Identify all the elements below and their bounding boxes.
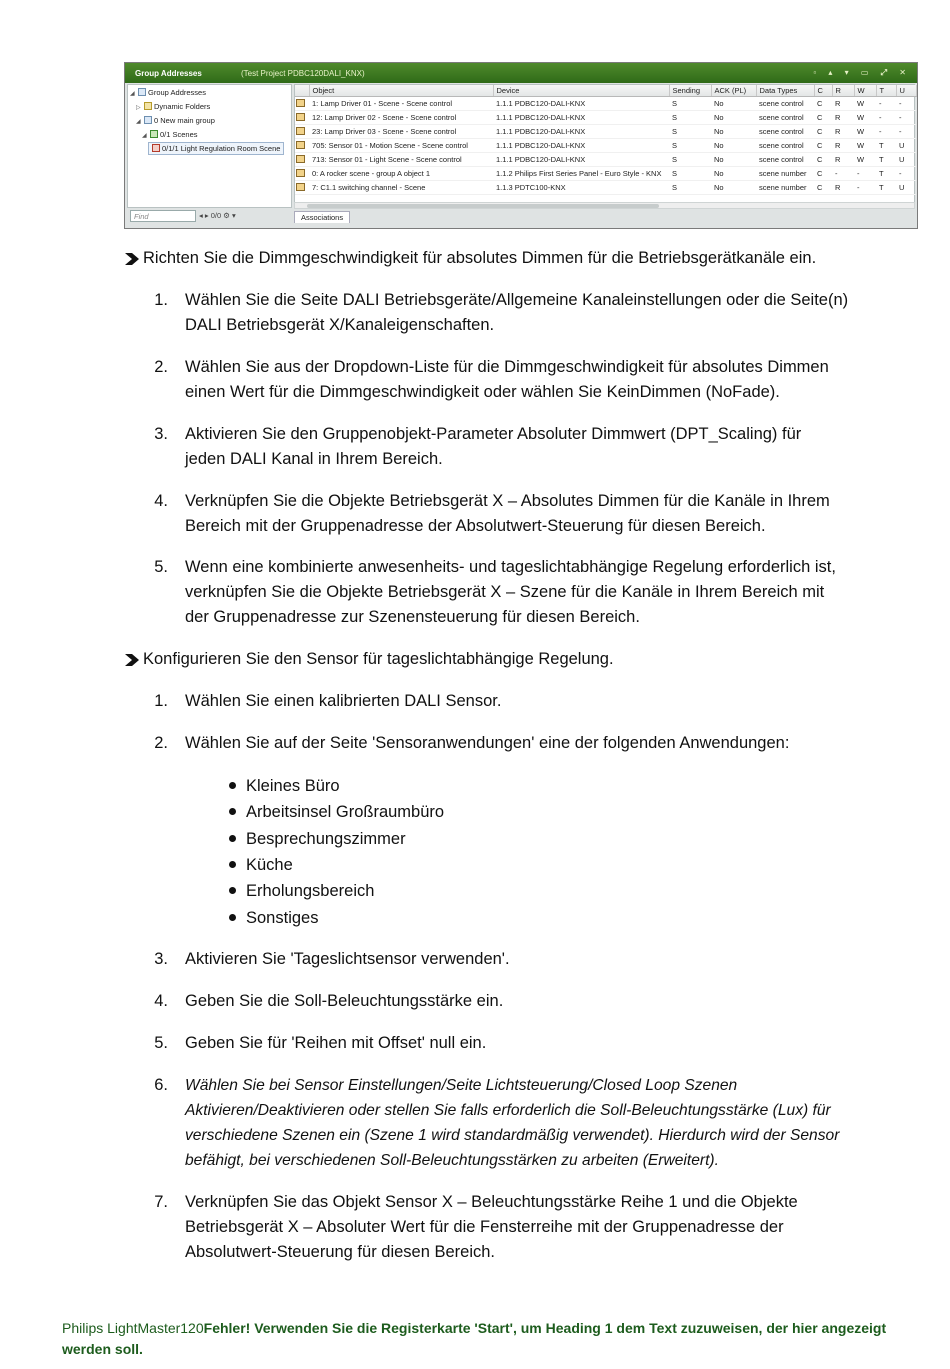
table-row[interactable] xyxy=(295,138,916,152)
column-header[interactable]: Sending xyxy=(669,85,711,96)
table-cell: 1.1.1 PDBC120-DALI-KNX xyxy=(493,110,669,124)
table-cell: S xyxy=(669,124,711,138)
table-cell: C xyxy=(814,124,832,138)
tree-node[interactable]: ◢ Group Addresses xyxy=(130,88,206,97)
table-cell: 713: Sensor 01 - Light Scene - Scene control xyxy=(309,152,493,166)
table-cell: scene number xyxy=(756,180,814,194)
bullet-dot-icon xyxy=(229,861,236,868)
step-number: 4. xyxy=(154,492,168,510)
table-cell: S xyxy=(669,96,711,110)
table-cell: 1: Lamp Driver 01 - Scene - Scene control xyxy=(309,96,493,110)
step-number: 2. xyxy=(154,734,168,752)
object-icon xyxy=(295,180,309,194)
step-text: Aktivieren Sie 'Tageslichtsensor verwenden'. xyxy=(185,950,510,968)
step-number: 2. xyxy=(154,358,168,376)
window-buttons-icon: ▫ ▴ ▾ ▭ ⤢ ✕ xyxy=(813,68,911,77)
column-header[interactable] xyxy=(295,85,309,96)
step-number: 1. xyxy=(154,291,168,309)
object-icon xyxy=(295,138,309,152)
footer-error: Fehler! Verwenden Sie die Registerkarte 'Start', um Heading 1 dem Text zuzuweisen, der hier angezeigt werden soll. xyxy=(62,1320,887,1357)
bullet-dot-icon xyxy=(229,782,236,789)
step-number: 4. xyxy=(154,992,168,1010)
table-cell: 0: A rocker scene - group A object 1 xyxy=(309,166,493,180)
panel-title: Group Addresses xyxy=(135,69,202,78)
tab-associations[interactable]: Associations xyxy=(294,211,350,223)
step-number: 3. xyxy=(154,425,168,443)
table-cell: 1.1.1 PDBC120-DALI-KNX xyxy=(493,124,669,138)
tree-node[interactable]: ◢ 0 New main group xyxy=(136,116,215,125)
table-cell: R xyxy=(832,124,854,138)
step-number: 3. xyxy=(154,950,168,968)
table-cell: No xyxy=(711,166,756,180)
table-cell: 705: Sensor 01 - Motion Scene - Scene control xyxy=(309,138,493,152)
search-input[interactable]: Find xyxy=(130,210,196,222)
step-number: 1. xyxy=(154,692,168,710)
step-text: Verknüpfen Sie das Objekt Sensor X – Beleuchtungsstärke Reihe 1 und die Objekte Betriebsgerät X – Absoluter Wert für die Fensterreihe mit der Gruppenadresse der Absolutwert-Steuerung für diesen Bereich. xyxy=(185,1193,798,1261)
table-cell: S xyxy=(669,138,711,152)
group-address-tree xyxy=(127,84,292,208)
bullet-dot-icon xyxy=(229,808,236,815)
step-text: Wählen Sie auf der Seite 'Sensoranwendungen' eine der folgenden Anwendungen: xyxy=(185,734,790,752)
table-cell: W xyxy=(854,110,876,124)
group-address-icon xyxy=(152,144,160,152)
group-addresses-icon xyxy=(138,88,146,96)
step-text: Wählen Sie die Seite DALI Betriebsgeräte/Allgemeine Kanaleinstellungen oder die Seite(n) DALI Betriebsgerät X/Kanaleigenschaften. xyxy=(185,291,849,334)
table-cell: 23: Lamp Driver 03 - Scene - Scene control xyxy=(309,124,493,138)
table-cell: - xyxy=(876,96,896,110)
grid-header-row xyxy=(295,85,916,96)
arrow-bullet-icon xyxy=(124,252,140,266)
table-cell: C xyxy=(814,110,832,124)
table-cell: - xyxy=(854,166,876,180)
table-cell: scene control xyxy=(756,124,814,138)
object-icon xyxy=(295,96,309,110)
table-cell: scene number xyxy=(756,166,814,180)
table-cell: T xyxy=(876,180,896,194)
tree-node[interactable]: ▷ Dynamic Folders xyxy=(136,102,211,111)
table-cell: - xyxy=(896,110,916,124)
associations-grid xyxy=(294,84,915,208)
table-cell: scene control xyxy=(756,152,814,166)
table-cell: - xyxy=(896,166,916,180)
table-cell: - xyxy=(896,96,916,110)
table-cell: - xyxy=(832,166,854,180)
table-cell: R xyxy=(832,96,854,110)
object-icon xyxy=(295,152,309,166)
step-number: 6. xyxy=(154,1076,168,1094)
table-cell: 7: C1.1 switching channel - Scene xyxy=(309,180,493,194)
table-cell: scene control xyxy=(756,138,814,152)
column-header[interactable]: C xyxy=(814,85,832,96)
table-row[interactable] xyxy=(295,166,916,180)
table-cell: T xyxy=(876,166,896,180)
step-text: Verknüpfen Sie die Objekte Betriebsgerät X – Absolutes Dimmen für die Kanäle in Ihrem Bereich mit der Gruppenadresse der Absolutwert-Steuerung für diesen Bereich. xyxy=(185,492,830,535)
folder-icon xyxy=(144,102,152,110)
table-cell: U xyxy=(896,138,916,152)
list-item: Küche xyxy=(246,856,293,874)
table-cell: U xyxy=(896,180,916,194)
object-icon xyxy=(295,124,309,138)
step-text-italic: Wählen Sie bei Sensor Einstellungen/Seite Lichtsteuerung/Closed Loop Szenen Aktivieren/Deaktivieren oder stellen Sie falls erforderlich die Soll-Beleuchtungsstärke (Lux) für verschiedene Szenen ein (Szene 1 wird standardmäßig verwendet). Hierdurch wird der Sensor befähigt, bei verschiedenen Soll-Beleuchtungsstärken zu arbeiten (Erweitert). xyxy=(185,1077,840,1169)
arrow-bullet-icon xyxy=(124,653,140,667)
column-header[interactable]: Data Types xyxy=(756,85,814,96)
page-footer xyxy=(62,1318,892,1360)
table-cell: C xyxy=(814,138,832,152)
tree-node-selected[interactable]: 0/1/1 Light Regulation Room Scene xyxy=(148,142,284,155)
table-cell: - xyxy=(876,124,896,138)
search-count: ◂ ▸ 0/0 ⚙ ▾ xyxy=(199,211,236,220)
table-cell: No xyxy=(711,124,756,138)
scrollbar-thumb[interactable] xyxy=(307,204,659,208)
table-row[interactable] xyxy=(295,180,916,194)
table-cell: 1.1.1 PDBC120-DALI-KNX xyxy=(493,138,669,152)
main-group-icon xyxy=(144,116,152,124)
table-cell: C xyxy=(814,166,832,180)
table-cell: 1.1.3 PDTC100-KNX xyxy=(493,180,669,194)
step-number: 5. xyxy=(154,558,168,576)
step-text: Wählen Sie einen kalibrierten DALI Sensor. xyxy=(185,692,502,710)
table-cell: 12: Lamp Driver 02 - Scene - Scene control xyxy=(309,110,493,124)
table-cell: 1.1.2 Philips First Series Panel - Euro Style - KNX xyxy=(493,166,669,180)
footer-product: Philips LightMaster120 xyxy=(62,1320,204,1336)
table-cell: No xyxy=(711,180,756,194)
search-bar xyxy=(127,210,292,224)
step-text: Geben Sie die Soll-Beleuchtungsstärke ein. xyxy=(185,992,504,1010)
table-cell: C xyxy=(814,180,832,194)
table-cell: R xyxy=(832,138,854,152)
table-cell: S xyxy=(669,166,711,180)
table-cell: No xyxy=(711,110,756,124)
table-cell: - xyxy=(896,124,916,138)
table-cell: W xyxy=(854,96,876,110)
table-cell: W xyxy=(854,138,876,152)
list-item: Sonstiges xyxy=(246,909,319,927)
table-cell: - xyxy=(854,180,876,194)
table-cell: C xyxy=(814,96,832,110)
section-heading: Richten Sie die Dimmgeschwindigkeit für absolutes Dimmen für die Betriebsgerätkanäle ein. xyxy=(143,249,817,267)
table-cell: No xyxy=(711,152,756,166)
step-number: 5. xyxy=(154,1034,168,1052)
list-item: Kleines Büro xyxy=(246,777,340,795)
table-cell: S xyxy=(669,152,711,166)
table-cell: scene control xyxy=(756,96,814,110)
table-cell: - xyxy=(876,110,896,124)
table-cell: C xyxy=(814,152,832,166)
table-row[interactable] xyxy=(295,96,916,110)
step-text: Wählen Sie aus der Dropdown-Liste für die Dimmgeschwindigkeit für absolutes Dimmen einen Wert für die Dimmgeschwindigkeit oder wählen Sie KeinDimmen (NoFade). xyxy=(185,358,829,401)
bullet-dot-icon xyxy=(229,835,236,842)
table-cell: R xyxy=(832,180,854,194)
column-header[interactable]: U xyxy=(896,85,916,96)
table-cell: R xyxy=(832,152,854,166)
bottom-tabs xyxy=(294,211,350,225)
horizontal-scrollbar[interactable] xyxy=(294,202,915,209)
object-icon xyxy=(295,110,309,124)
table-cell: T xyxy=(876,152,896,166)
ets-titlebar xyxy=(125,63,917,83)
column-header[interactable]: Object xyxy=(309,85,493,96)
object-icon xyxy=(295,166,309,180)
project-title: (Test Project PDBC120DALI_KNX) xyxy=(241,69,365,78)
table-cell: No xyxy=(711,138,756,152)
column-header[interactable]: Device xyxy=(493,85,669,96)
column-header[interactable]: T xyxy=(876,85,896,96)
section-heading: Konfigurieren Sie den Sensor für tageslichtabhängige Regelung. xyxy=(143,650,614,668)
table-cell: W xyxy=(854,124,876,138)
table-cell: T xyxy=(876,138,896,152)
column-header[interactable]: R xyxy=(832,85,854,96)
table-cell: scene control xyxy=(756,110,814,124)
list-item: Arbeitsinsel Großraumbüro xyxy=(246,803,445,821)
table-cell: No xyxy=(711,96,756,110)
table-cell: R xyxy=(832,110,854,124)
bullet-dot-icon xyxy=(229,914,236,921)
column-header[interactable]: W xyxy=(854,85,876,96)
table-cell: S xyxy=(669,110,711,124)
list-item: Besprechungszimmer xyxy=(246,830,406,848)
column-header[interactable]: ACK (PL) xyxy=(711,85,756,96)
table-row[interactable] xyxy=(295,152,916,166)
table-row[interactable] xyxy=(295,124,916,138)
step-number: 7. xyxy=(154,1193,168,1211)
bullet-dot-icon xyxy=(229,887,236,894)
tree-node[interactable]: ◢ 0/1 Scenes xyxy=(142,130,198,139)
middle-group-icon xyxy=(150,130,158,138)
list-item: Erholungsbereich xyxy=(246,882,375,900)
table-cell: W xyxy=(854,152,876,166)
ets-screenshot xyxy=(124,62,918,229)
table-cell: 1.1.1 PDBC120-DALI-KNX xyxy=(493,152,669,166)
step-text: Geben Sie für 'Reihen mit Offset' null ein. xyxy=(185,1034,487,1052)
table-cell: U xyxy=(896,152,916,166)
step-text: Aktivieren Sie den Gruppenobjekt-Parameter Absoluter Dimmwert (DPT_Scaling) für jeden DALI Kanal in Ihrem Bereich. xyxy=(185,425,802,468)
table-cell: S xyxy=(669,180,711,194)
table-row[interactable] xyxy=(295,110,916,124)
table-cell: 1.1.1 PDBC120-DALI-KNX xyxy=(493,96,669,110)
step-text: Wenn eine kombinierte anwesenheits- und tageslichtabhängige Regelung erforderlich ist, verknüpfen Sie die Objekte Betriebsgerät X – Szene für die Kanäle in Ihrem Bereich mit der Gruppenadresse zur Szenensteuerung für diesen Bereich. xyxy=(185,558,836,626)
